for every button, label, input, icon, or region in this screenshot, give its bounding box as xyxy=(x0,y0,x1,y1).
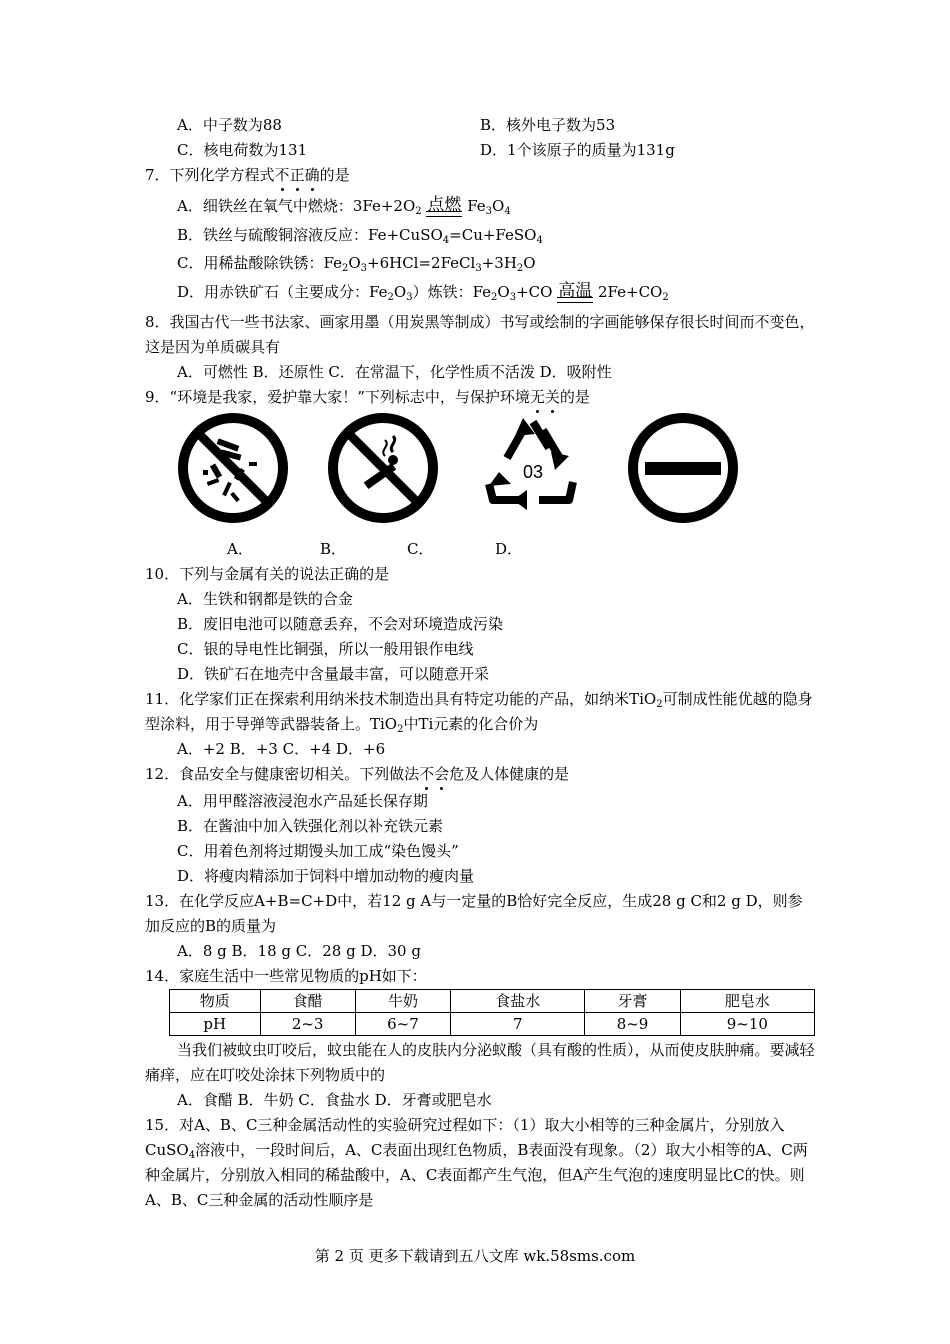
q6-option-a: A．中子数为88 xyxy=(177,116,282,134)
q10-option-c: C．银的导电性比铜强，所以一般用银作电线 xyxy=(177,640,474,658)
table-cell: 7 xyxy=(451,1013,585,1036)
table-cell: 肥皂水 xyxy=(680,990,814,1013)
q9-label-a: A． xyxy=(227,540,253,558)
exam-page xyxy=(145,113,815,1213)
no-entry-sign-icon xyxy=(627,412,739,524)
condition-ignite: 点燃 xyxy=(427,195,462,215)
table-cell: 牙膏 xyxy=(585,990,680,1013)
q12-option-a: A．用甲醛溶液浸泡水产品延长保存期 xyxy=(177,792,428,810)
recycle-sign-icon xyxy=(477,412,589,524)
table-cell: 牛奶 xyxy=(355,990,450,1013)
q6-options-row1 xyxy=(145,113,815,138)
q8-options: A．可燃性 B．还原性 C．在常温下，化学性质不活泼 D．吸附性 xyxy=(177,363,612,381)
no-littering-sign-icon xyxy=(177,412,289,524)
q9-stem: 9．“环境是我家，爱护靠大家！”下列标志中，与保护环境无关的是 xyxy=(145,385,815,410)
q10-option-a: A．生铁和钢都是铁的合金 xyxy=(177,590,353,608)
q6-options-row2 xyxy=(145,138,815,163)
no-smoking-sign-icon xyxy=(327,412,439,524)
table-cell: pH xyxy=(170,1013,261,1036)
q9-signs xyxy=(145,412,815,537)
q6-option-b: B．核外电子数为53 xyxy=(480,116,616,134)
table-cell: 物质 xyxy=(170,990,261,1013)
q14-options: A．食醋 B．牛奶 C．食盐水 D．牙膏或肥皂水 xyxy=(177,1091,492,1109)
table-cell: 食盐水 xyxy=(451,990,585,1013)
q14-text: 当我们被蚊虫叮咬后，蚊虫能在人的皮肤内分泌蚁酸（具有酸的性质），从而使皮肤肿痛。要减轻痛痒，应在叮咬处涂抹下列物质中的 xyxy=(145,1041,815,1084)
table-cell: 6~7 xyxy=(355,1013,450,1036)
table-row xyxy=(170,1013,815,1036)
q12-option-c: C．用着色剂将过期馒头加工成“染色馒头” xyxy=(177,842,459,860)
q13-options: A．8 g B．18 g C．28 g D．30 g xyxy=(177,942,421,960)
q9-sign-labels xyxy=(145,537,815,562)
table-cell: 9~10 xyxy=(680,1013,814,1036)
table-cell: 2~3 xyxy=(260,1013,355,1036)
q9-label-b: B． xyxy=(320,540,347,558)
q6-option-c: C．核电荷数为131 xyxy=(177,141,308,159)
q10-option-b: B．废旧电池可以随意丢弃，不会对环境造成污染 xyxy=(177,615,504,633)
q12-stem: 12．食品安全与健康密切相关。下列做法不会危及人体健康的是 xyxy=(145,762,815,787)
table-cell: 食醋 xyxy=(260,990,355,1013)
q12-option-b: B．在酱油中加入铁强化剂以补充铁元素 xyxy=(177,817,444,835)
q8-stem: 8．我国古代一些书法家、画家用墨（用炭黑等制成）书写或绘制的字画能够保存很长时间而不变色，这是因为单质碳具有 xyxy=(145,313,815,356)
q7-option-c: C．用稀盐酸除铁锈：$Fe_2O_3+6HCl=2FeCl_3+3H_2O$ xyxy=(177,254,536,274)
table-header-row xyxy=(170,990,815,1013)
q7-stem: 7．下列化学方程式不正确的是 xyxy=(145,163,815,188)
ph-table xyxy=(169,989,815,1036)
q10-option-d: D．铁矿石在地壳中含量最丰富，可以随意开采 xyxy=(177,665,490,683)
q13-stem: 13．在化学反应A+B=C+D中，若12 g A与一定量的B恰好完全反应，生成28 g C和2 g D，则参加反应的B的质量为 xyxy=(145,892,803,935)
q7-option-a: A．细铁丝在氧气中燃烧：$3Fe+2O_2$ 点燃 $Fe_3O_4$ xyxy=(177,195,511,217)
q7-option-b: B．铁丝与硫酸铜溶液反应：Fe+CuSO$_4$=Cu+FeSO$_4$ xyxy=(177,226,543,246)
q14-stem: 14．家庭生活中一些常见物质的pH如下： xyxy=(145,967,427,985)
q11-options: A．+2 B．+3 C．+4 D．+6 xyxy=(177,740,386,758)
q7-option-d: D．用赤铁矿石（主要成分：$Fe_2O_3$）炼铁：$Fe_2O_3+CO$ 高温 $2Fe+CO_2$ xyxy=(177,281,669,303)
q11-stem: 11．化学家们正在探索利用纳米技术制造出具有特定功能的产品，如纳米TiO$_2$可制成性能优越的隐身型涂料，用于导弹等武器装备上。TiO$_2$中Ti元素的化合价为 xyxy=(145,690,813,735)
q9-label-c: C． xyxy=(407,540,434,558)
recycle-code: 03 xyxy=(522,462,544,482)
q12-option-d: D．将瘦肉精添加于饲料中增加动物的瘦肉量 xyxy=(177,867,475,885)
q10-stem: 10．下列与金属有关的说法正确的是 xyxy=(145,565,390,583)
page-footer: 第 2 页 更多下载请到五八文库 wk.58sms.com xyxy=(314,1247,636,1265)
q15-stem: 15．对A、B、C三种金属活动性的实验研究过程如下：（1）取大小相等的三种金属片，分别放入CuSO$_4$溶液中，一段时间后，A、C表面出现红色物质，B表面没有现象。（2）取大小相等的A、C两种金属片，分别放入相同的稀盐酸中，A、C表面都产生气泡，但A产生气泡的速度明显比C的快。则A、B、C三种金属的活动性顺序是 xyxy=(145,1116,808,1209)
condition-high-temp: 高温 xyxy=(558,281,593,301)
q6-option-d: D．1个该原子的质量为131g xyxy=(480,141,675,159)
table-cell: 8~9 xyxy=(585,1013,680,1036)
q9-label-d: D． xyxy=(495,540,523,558)
